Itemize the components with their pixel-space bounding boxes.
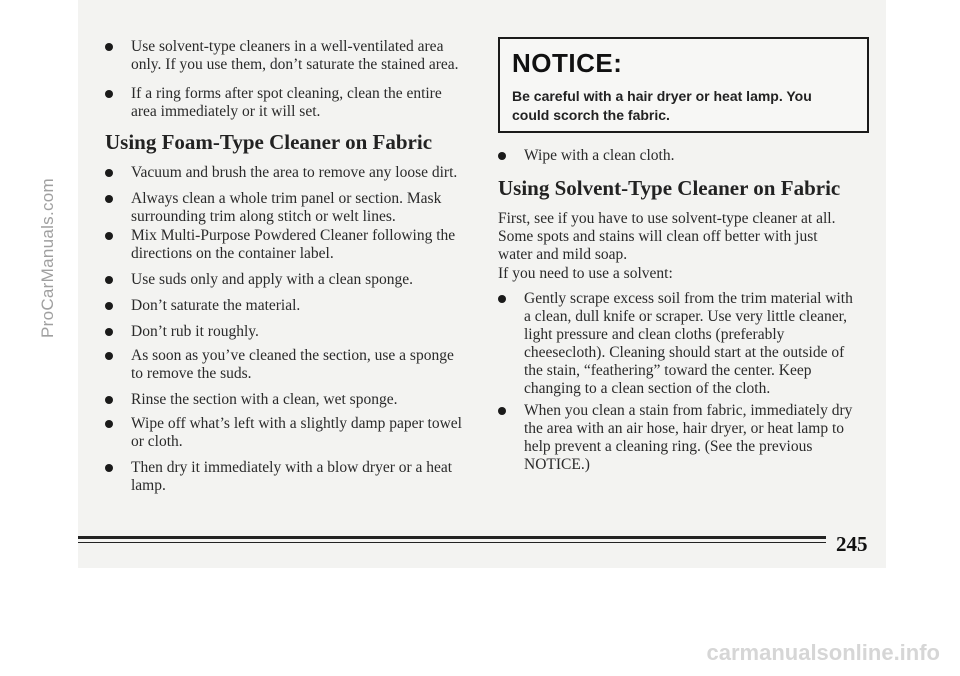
bullet-icon: [105, 90, 113, 98]
list-item-text: When you clean a stain from fabric, immediately dry the area with an air hose, hair dryer, or heat lamp to help prevent a cleaning ring. (See the previous NOTICE.): [524, 402, 853, 473]
bullet-icon: [105, 352, 113, 360]
list-item-text: As soon as you’ve cleaned the section, use a sponge to remove the suds.: [131, 347, 454, 382]
bullet-icon: [105, 464, 113, 472]
list-item-text: Then dry it immediately with a blow dryer or a heat lamp.: [131, 459, 453, 494]
list-item-text: Don’t saturate the material.: [131, 297, 301, 314]
bullet-icon: [105, 302, 113, 310]
bullet-icon: [105, 420, 113, 428]
bullet-icon: [105, 232, 113, 240]
side-watermark: ProCarManuals.com: [38, 177, 57, 339]
section-heading-foam: Using Foam-Type Cleaner on Fabric: [105, 130, 433, 154]
bullet-icon: [105, 169, 113, 177]
list-item-text: Gently scrape excess soil from the trim material with a clean, dull knife or scraper. Use very little cleaner, light pressure and clean cloths (preferably cheesecloth). Cleaning should start at the outside of the stain, “feathering” toward the center. Keep changing to a clean section of the cloth.: [524, 290, 853, 397]
list-item-text: Wipe off what’s left with a slightly damp paper towel or cloth.: [131, 415, 462, 450]
list-item-text: Wipe with a clean cloth.: [524, 147, 675, 164]
list-item-text: Use solvent-type cleaners in a well-ventilated area only. If you use them, don’t saturate the stained area.: [131, 38, 459, 73]
bullet-icon: [105, 43, 113, 51]
bottom-watermark: carmanualsonline.info: [706, 640, 940, 665]
list-item-text: Don’t rub it roughly.: [131, 323, 259, 340]
footer-rule-bottom: [78, 542, 826, 543]
bullet-icon: [498, 407, 506, 415]
list-item-text: If a ring forms after spot cleaning, clean the entire area immediately or it will set.: [131, 85, 442, 120]
notice-body: Be careful with a hair dryer or heat lamp. You could scorch the fabric.: [512, 88, 812, 123]
bullet-icon: [105, 396, 113, 404]
solvent-intro-paragraph: First, see if you have to use solvent-type cleaner at all. Some spots and stains will clean off better with just water and mild soap.: [498, 210, 836, 263]
list-item-text: Vacuum and brush the area to remove any loose dirt.: [131, 164, 458, 181]
notice-title: NOTICE:: [512, 48, 623, 78]
solvent-lead-paragraph: If you need to use a solvent:: [498, 265, 673, 282]
list-item-text: Mix Multi-Purpose Powdered Cleaner following the directions on the container label.: [131, 227, 456, 262]
bullet-icon: [498, 152, 506, 160]
list-item-text: Use suds only and apply with a clean sponge.: [131, 271, 413, 288]
footer-rule-top: [78, 536, 826, 539]
notice-box: [498, 37, 869, 133]
bullet-icon: [498, 295, 506, 303]
list-item-text: Rinse the section with a clean, wet sponge.: [131, 391, 398, 408]
bullet-icon: [105, 276, 113, 284]
bullet-icon: [105, 195, 113, 203]
section-heading-solvent: Using Solvent-Type Cleaner on Fabric: [498, 176, 841, 200]
list-item-text: Always clean a whole trim panel or section. Mask surrounding trim along stitch or welt lines.: [131, 190, 442, 225]
bullet-icon: [105, 328, 113, 336]
page-number: 245: [836, 532, 868, 556]
